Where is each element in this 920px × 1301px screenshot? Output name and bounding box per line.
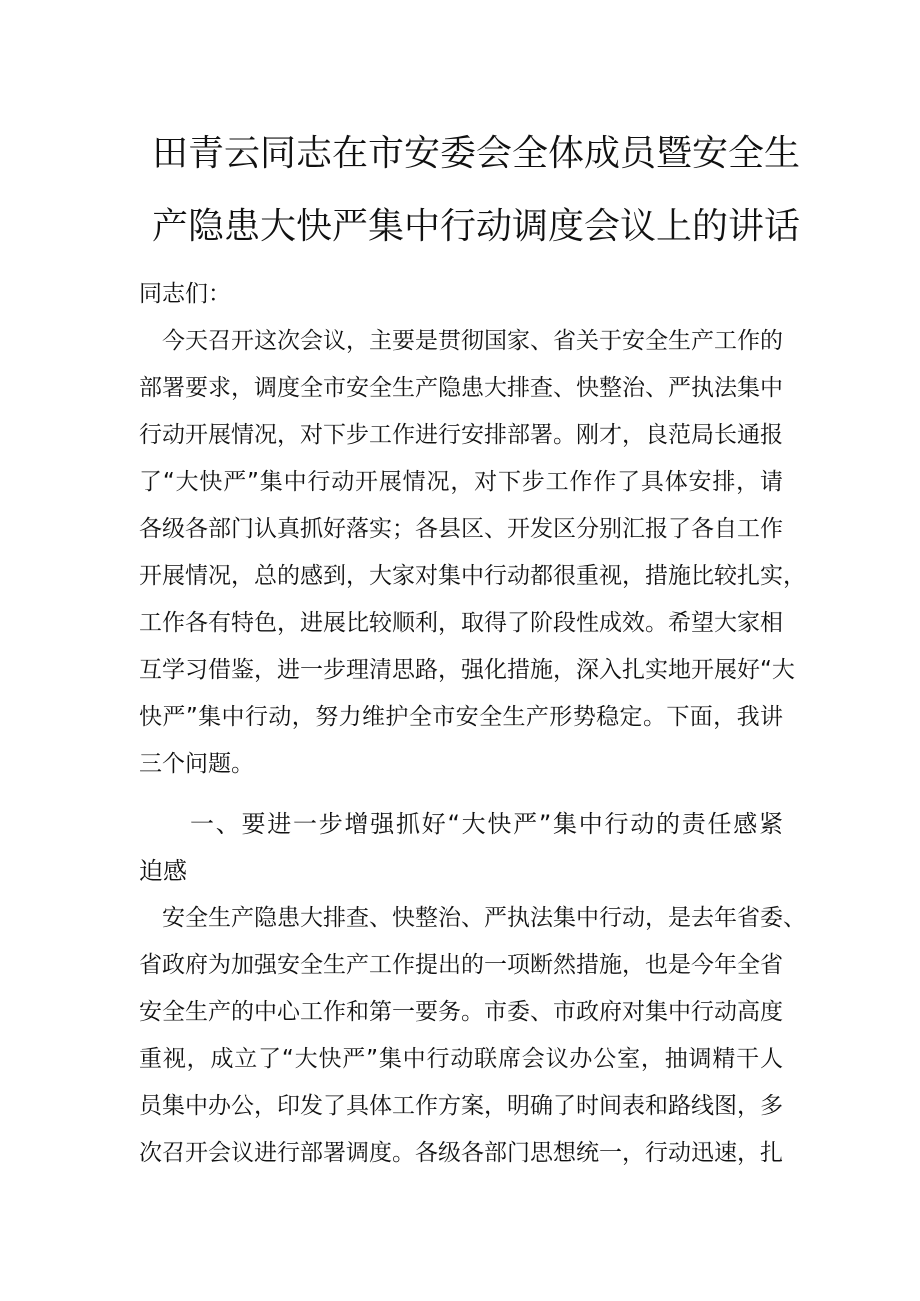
paragraph-1-line: 各级各部门认真抓好落实；各县区、开发区分别汇报了各自工作 — [139, 516, 783, 542]
paragraph-1-line: 工作各有特色，进展比较顺利，取得了阶段性成效。希望大家相 — [139, 610, 783, 636]
paragraph-1-line: 了“大快严”集中行动开展情况，对下步工作作了具体安排，请 — [139, 469, 783, 495]
paragraph-2-line: 省政府为加强安全生产工作提出的一项断然措施，也是今年全省 — [139, 952, 783, 978]
paragraph-2-line: 员集中办公，印发了具体工作方案，明确了时间表和路线图，多 — [139, 1093, 783, 1119]
paragraph-2-line: 次召开会议进行部署调度。各级各部门思想统一，行动迅速，扎 — [139, 1140, 783, 1166]
paragraph-1-line: 开展情况，总的感到，大家对集中行动都很重视，措施比较扎实， — [139, 563, 806, 589]
paragraph-2-line: 安全生产的中心工作和第一要务。市委、市政府对集中行动高度 — [139, 999, 783, 1025]
paragraph-1-line: 行动开展情况，对下步工作进行安排部署。刚才，良范局长通报 — [139, 422, 783, 448]
paragraph-1-line: 三个问题。 — [139, 751, 254, 777]
document-title-line-2: 产隐患大快严集中行动调度会议上的讲话 — [152, 206, 801, 247]
paragraph-1-line: 部署要求，调度全市安全生产隐患大排查、快整治、严执法集中 — [139, 375, 783, 401]
section-1-heading-line-1: 一、要进一步增强抓好“大快严”集中行动的责任感紧 — [190, 810, 783, 838]
paragraph-1-line: 快严”集中行动，努力维护全市安全生产形势稳定。下面，我讲 — [139, 704, 783, 730]
paragraph-2-line: 重视，成立了“大快严”集中行动联席会议办公室，抽调精干人 — [139, 1046, 783, 1072]
salutation: 同志们： — [139, 281, 231, 307]
paragraph-1-line: 今天召开这次会议，主要是贯彻国家、省关于安全生产工作的 — [162, 328, 783, 354]
section-1-heading-line-2: 迫感 — [139, 857, 187, 885]
paragraph-1-line: 互学习借鉴，进一步理清思路，强化措施，深入扎实地开展好“大 — [139, 657, 795, 683]
document-title-line-1: 田青云同志在市安委会全体成员暨安全生 — [152, 133, 801, 174]
paragraph-2-line: 安全生产隐患大排查、快整治、严执法集中行动，是去年省委、 — [162, 905, 806, 931]
